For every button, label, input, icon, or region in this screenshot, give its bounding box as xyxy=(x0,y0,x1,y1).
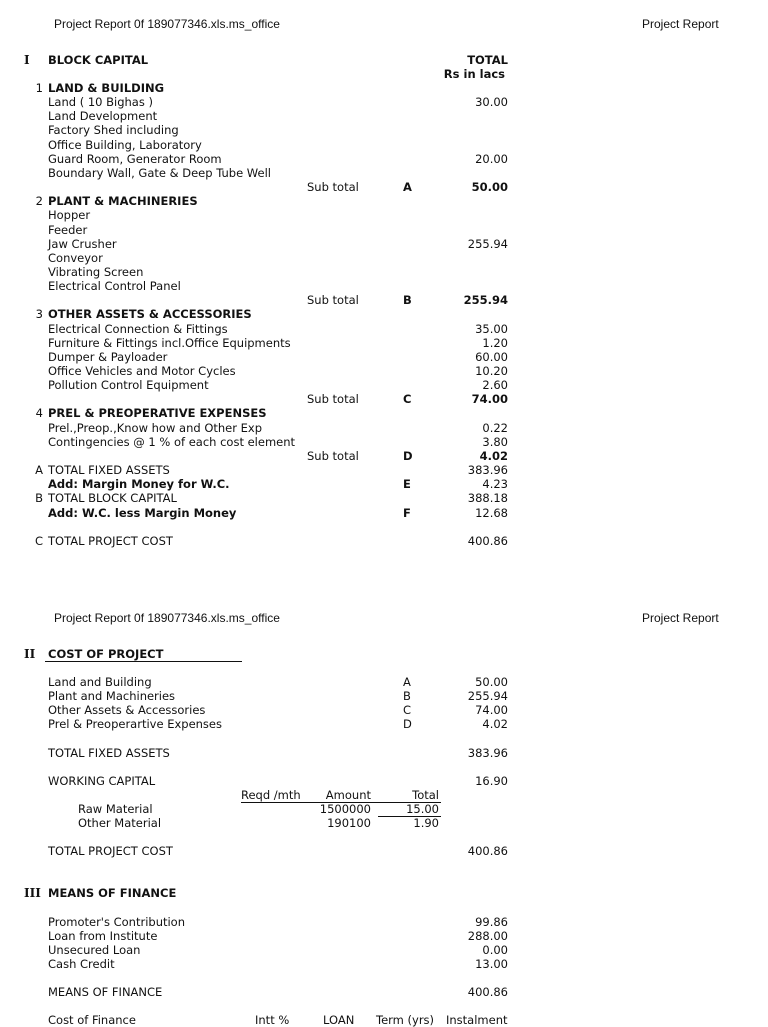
row-label: Guard Room, Generator Room xyxy=(48,152,222,166)
wc-row-amount: 190100 xyxy=(327,816,371,830)
row-label: Land Development xyxy=(48,109,158,123)
finance-row-label: Loan from Institute xyxy=(48,929,158,943)
row-amount: 388.18 xyxy=(467,491,508,505)
wc-row-total: 15.00 xyxy=(406,802,439,816)
wc-row-label: Raw Material xyxy=(78,802,153,816)
row-amount: 2.60 xyxy=(482,378,508,392)
row-label: Office Vehicles and Motor Cycles xyxy=(48,364,236,378)
row-code: D xyxy=(403,449,413,463)
cof-header-loan: LOAN xyxy=(323,1013,355,1027)
row-label: Add: W.C. less Margin Money xyxy=(48,506,237,520)
row-amount: 20.00 xyxy=(475,152,508,166)
wc-row-amount: 1500000 xyxy=(319,802,371,816)
row-number: 3 xyxy=(35,307,43,321)
cost-row-label: Land and Building xyxy=(48,675,152,689)
unit-label: Rs in lacs xyxy=(443,67,505,81)
row-number: 4 xyxy=(35,406,43,420)
row-amount: 60.00 xyxy=(475,350,508,364)
cost-row-code: C xyxy=(403,703,412,717)
section-title: BLOCK CAPITAL xyxy=(48,53,149,67)
means-of-finance-total-label: MEANS OF FINANCE xyxy=(48,985,163,999)
total-column-label: TOTAL xyxy=(467,53,508,67)
row-amount: 10.20 xyxy=(475,364,508,378)
section-title-underline xyxy=(45,661,242,662)
row-amount: 35.00 xyxy=(475,322,508,336)
row-label: TOTAL PROJECT COST xyxy=(48,534,173,548)
row-number: B xyxy=(35,491,43,505)
row-amount: 4.23 xyxy=(482,477,508,491)
page-header-left: Project Report 0f 189077346.xls.ms_office xyxy=(54,17,280,31)
row-amount: 50.00 xyxy=(471,180,508,194)
page-header-right: Project Report xyxy=(642,17,719,31)
row-label: Conveyor xyxy=(48,251,103,265)
row-label: TOTAL FIXED ASSETS xyxy=(48,463,170,477)
row-amount: 12.68 xyxy=(475,506,508,520)
wc-row-label: Other Material xyxy=(78,816,162,830)
cost-row-amount: 4.02 xyxy=(482,717,508,731)
row-code: F xyxy=(403,506,411,520)
row-label: Electrical Connection & Fittings xyxy=(48,322,228,336)
finance-row-label: Promoter's Contribution xyxy=(48,915,186,929)
section-number: I xyxy=(24,53,30,67)
row-label: LAND & BUILDING xyxy=(48,81,165,95)
row-label: PREL & PREOPERATIVE EXPENSES xyxy=(48,406,267,420)
row-label: Vibrating Screen xyxy=(48,265,144,279)
cost-row-amount: 74.00 xyxy=(475,703,508,717)
means-of-finance-total-amount: 400.86 xyxy=(467,985,508,999)
cost-row-code: D xyxy=(403,717,412,731)
row-label: Pollution Control Equipment xyxy=(48,378,209,392)
cost-row-code: A xyxy=(403,675,411,689)
total-project-cost-amount: 400.86 xyxy=(467,844,508,858)
row-label: Boundary Wall, Gate & Deep Tube Well xyxy=(48,166,271,180)
total-fixed-assets-label: TOTAL FIXED ASSETS xyxy=(48,746,170,760)
row-number: A xyxy=(35,463,43,477)
page-header-right: Project Report xyxy=(642,611,719,625)
row-amount: 3.80 xyxy=(482,435,508,449)
subtotal-label: Sub total xyxy=(307,449,359,463)
row-amount: 74.00 xyxy=(471,392,508,406)
row-amount: 400.86 xyxy=(467,534,508,548)
row-code: B xyxy=(403,293,412,307)
section-number: II xyxy=(24,647,36,661)
wc-header-amount: Amount xyxy=(325,788,371,802)
cof-header-instalment: Instalment xyxy=(446,1013,508,1027)
section-number: III xyxy=(24,886,41,900)
row-label: Feeder xyxy=(48,223,88,237)
row-label: Hopper xyxy=(48,208,91,222)
page-header-left: Project Report 0f 189077346.xls.ms_office xyxy=(54,611,280,625)
row-label: Contingencies @ 1 % of each cost element xyxy=(48,435,296,449)
row-code: E xyxy=(403,477,411,491)
row-label: Prel.,Preop.,Know how and Other Exp xyxy=(48,421,263,435)
row-label: Jaw Crusher xyxy=(48,237,117,251)
row-label: PLANT & MACHINERIES xyxy=(48,194,198,208)
finance-row-amount: 99.86 xyxy=(475,915,508,929)
row-label: Factory Shed including xyxy=(48,123,179,137)
cost-row-label: Prel & Preoperartive Expenses xyxy=(48,717,222,731)
cost-row-amount: 50.00 xyxy=(475,675,508,689)
row-label: Furniture & Fittings incl.Office Equipments xyxy=(48,336,291,350)
finance-row-label: Unsecured Loan xyxy=(48,943,141,957)
finance-row-amount: 288.00 xyxy=(467,929,508,943)
row-amount: 255.94 xyxy=(463,293,508,307)
row-amount: 1.20 xyxy=(482,336,508,350)
row-label: Dumper & Payloader xyxy=(48,350,168,364)
finance-row-amount: 13.00 xyxy=(475,957,508,971)
subtotal-label: Sub total xyxy=(307,293,359,307)
section-title: MEANS OF FINANCE xyxy=(48,886,177,900)
finance-row-label: Cash Credit xyxy=(48,957,115,971)
section-title: COST OF PROJECT xyxy=(48,647,164,661)
row-number: 1 xyxy=(35,81,43,95)
cost-of-finance-label: Cost of Finance xyxy=(48,1013,136,1027)
wc-header-reqd: Reqd /mth xyxy=(241,788,301,802)
cof-header-term: Term (yrs) xyxy=(376,1013,435,1027)
row-amount: 255.94 xyxy=(467,237,508,251)
row-code: C xyxy=(403,392,412,406)
row-label: Electrical Control Panel xyxy=(48,279,181,293)
total-project-cost-label: TOTAL PROJECT COST xyxy=(48,844,173,858)
wc-header-total: Total xyxy=(412,788,439,802)
cof-header-intt: Intt % xyxy=(255,1013,290,1027)
cost-row-amount: 255.94 xyxy=(467,689,508,703)
finance-row-amount: 0.00 xyxy=(482,943,508,957)
row-label: OTHER ASSETS & ACCESSORIES xyxy=(48,307,252,321)
wc-row-total: 1.90 xyxy=(413,816,439,830)
row-number: C xyxy=(34,534,43,548)
row-label: Add: Margin Money for W.C. xyxy=(48,477,230,491)
row-amount: 30.00 xyxy=(475,95,508,109)
subtotal-label: Sub total xyxy=(307,392,359,406)
row-amount: 383.96 xyxy=(467,463,508,477)
row-code: A xyxy=(403,180,412,194)
working-capital-amount: 16.90 xyxy=(475,774,508,788)
row-amount: 4.02 xyxy=(479,449,508,463)
cost-row-label: Other Assets & Accessories xyxy=(48,703,206,717)
row-label: Office Building, Laboratory xyxy=(48,138,202,152)
working-capital-label: WORKING CAPITAL xyxy=(48,774,156,788)
total-fixed-assets-amount: 383.96 xyxy=(467,746,508,760)
cost-row-code: B xyxy=(403,689,411,703)
row-number: 2 xyxy=(35,194,43,208)
row-label: Land ( 10 Bighas ) xyxy=(48,95,153,109)
row-amount: 0.22 xyxy=(482,421,508,435)
cost-row-label: Plant and Machineries xyxy=(48,689,176,703)
subtotal-label: Sub total xyxy=(307,180,359,194)
row-label: TOTAL BLOCK CAPITAL xyxy=(48,491,177,505)
